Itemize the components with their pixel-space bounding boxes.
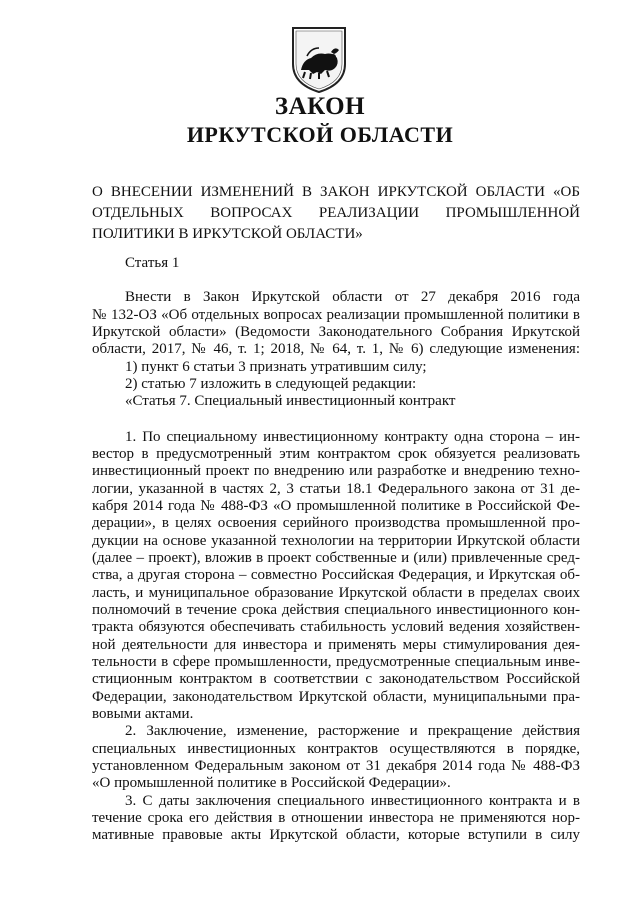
body-line: дукции на основе указанной технологии на территории Иркутской области — [92, 533, 580, 549]
body-line: 3. С даты заключения специального инвестиционного контракта и в — [125, 793, 580, 809]
intro-line: Иркутской области» (Ведомости Законодательного Собрания Иркутской — [92, 324, 580, 340]
intro-line: области, 2017, № 46, т. 1; 2018, № 64, т. 1, № 6) следующие изменения: — [92, 341, 580, 357]
law-title: ЗАКОН — [274, 93, 366, 120]
body-line: Федерации, законодательством Иркутской области, муниципальными пра- — [92, 689, 580, 705]
body-line: мативные правовые акты Иркутской области, которые вступили в силу — [92, 827, 580, 843]
intro-line: Внести в Закон Иркутской области от 27 декабря 2016 года — [125, 289, 580, 305]
body-line: инвестиционный проект по внедрению или разработке и внедрению техно- — [92, 463, 580, 479]
body-line: вовыми актами. — [92, 706, 194, 722]
body-line: (далее – проект), вложив в проект собственные и (или) привлеченные сред- — [92, 550, 580, 566]
article-heading: Статья 1 — [125, 255, 180, 271]
body-line: 1. По специальному инвестиционному контракту одна сторона – ин- — [125, 429, 580, 445]
body-line: ной деятельности для инвестора и применять меры стимулирования дея- — [92, 637, 580, 653]
body-line: логии, указанной в частях 2, 3 статьи 18.1 Федерального закона от 31 де- — [92, 481, 580, 497]
body-line: течение срока его действия в отношении инвестора не применяются нор- — [92, 810, 580, 826]
law-subject: О ВНЕСЕНИИ ИЗМЕНЕНИЙ В ЗАКОН ИРКУТСКОЙ ОБЛАСТИ «ОБ ОТДЕЛЬНЫХ ВОПРОСАХ РЕАЛИЗАЦИИ ПРОМЫШЛЕННОЙ ПОЛИТИКИ В ИРКУТСКОЙ ОБЛАСТИ» — [92, 184, 580, 242]
body-line: ства, а другая сторона – совместно Российская Федерация, и Иркутская об- — [92, 567, 580, 583]
intro-line: № 132-ОЗ «Об отдельных вопросах реализации промышленной политики в — [92, 307, 580, 323]
body-line: дерации», в целях освоения серийного производства промышленной про- — [92, 515, 580, 531]
body-line: специальных инвестиционных контрактов осуществляются в порядке, — [92, 741, 580, 757]
body-line: стиционным контрактом в соответствии с законодательством Российской — [92, 671, 580, 687]
body-line: вестор в предусмотренный этим контрактом срок обязуется реализовать — [92, 446, 580, 462]
body-line: полномочий в течение срока действия специального инвестиционного кон- — [92, 602, 580, 618]
law-region-title: ИРКУТСКОЙ ОБЛАСТИ — [186, 122, 454, 147]
body-line: установленном Федеральным законом от 31 декабря 2014 года № 488-ФЗ — [92, 758, 580, 774]
coat-of-arms-icon — [287, 26, 351, 94]
amendment-item: 2) статью 7 изложить в следующей редакции: — [125, 376, 417, 392]
body-line: «О промышленной политике в Российской Федерации». — [92, 775, 451, 791]
amendment-item: «Статья 7. Специальный инвестиционный контракт — [125, 393, 456, 409]
body-line: ласть, и муниципальное образование Иркутской области в пределах своих — [92, 585, 580, 601]
body-line: тракта обязуются обеспечивать стабильность условий ведения хозяйствен- — [92, 619, 580, 635]
body-line: кабря 2014 года № 488-ФЗ «О промышленной политике в Российской Фе- — [92, 498, 580, 514]
amendment-item: 1) пункт 6 статьи 3 признать утратившим силу; — [125, 359, 427, 375]
body-line: тельности в сфере промышленности, предусмотренные специальным инве- — [92, 654, 580, 670]
body-line: 2. Заключение, изменение, расторжение и прекращение действия — [125, 723, 580, 739]
